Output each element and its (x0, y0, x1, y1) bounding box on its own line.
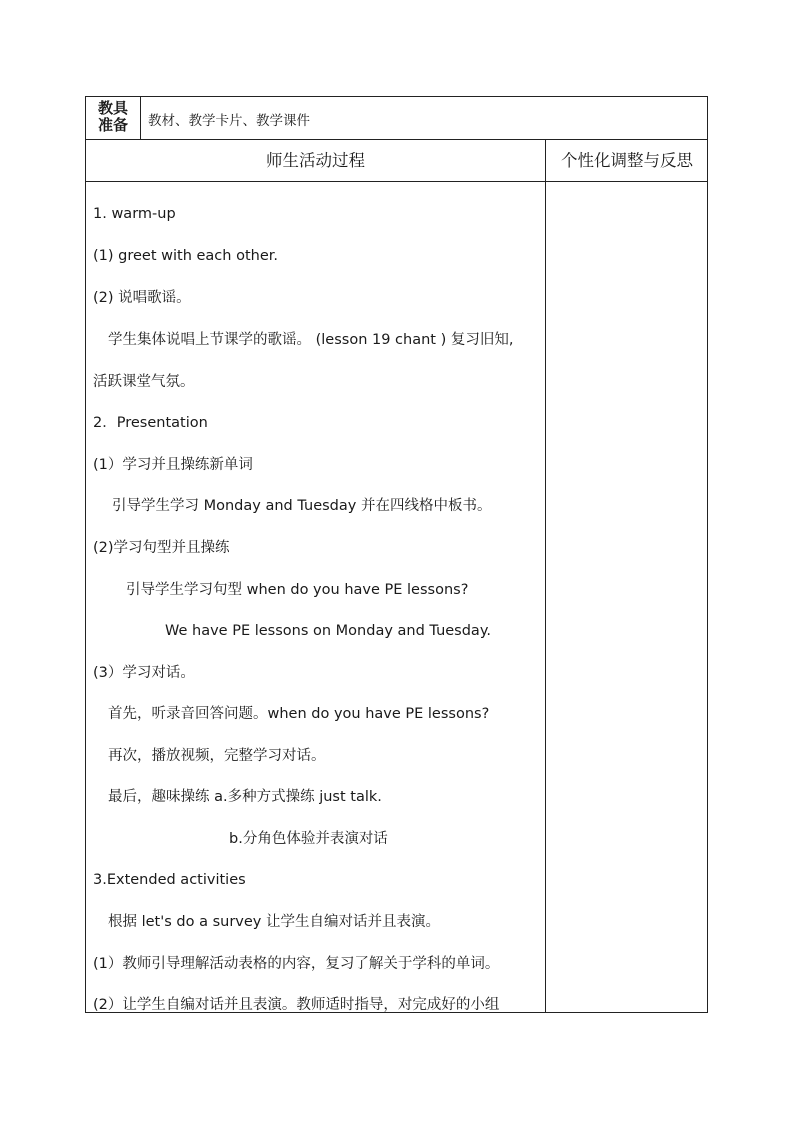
section-presentation: 2．Presentation (93, 415, 208, 431)
step-chant-detail-cont: 活跃课堂气氛。 (93, 374, 195, 390)
process-header: 师生活动过程 (266, 151, 365, 170)
step-survey-2: (2）让学生自编对话并且表演。教师适时指导，对完成好的小组 (93, 997, 500, 1013)
teaching-aids-label-line1: 教具 (97, 99, 128, 117)
reflection-header: 个性化调整与反思 (561, 151, 693, 170)
step-survey: 根据 let's do a survey 让学生自编对话并且表演。 (108, 914, 440, 930)
lesson-plan-table (85, 96, 708, 1013)
step-sentence-answer: We have PE lessons on Monday and Tuesday. (165, 623, 491, 639)
step-chant: (2) 说唱歌谣。 (93, 290, 191, 306)
step-dialogue-again: 再次，播放视频，完整学习对话。 (108, 748, 326, 764)
step-dialogue-first: 首先，听录音回答问题。when do you have PE lessons? (108, 706, 490, 722)
step-chant-detail: 学生集体说唱上节课学的歌谣。 (lesson 19 chant ) 复习旧知, (108, 332, 514, 348)
step-survey-1: (1）教师引导理解活动表格的内容，复习了解关于学科的单词。 (93, 956, 500, 972)
step-sentence-question: 引导学生学习句型 when do you have PE lessons? (126, 582, 469, 598)
step-dialogue-roleplay: b.分角色体验并表演对话 (229, 831, 388, 847)
teaching-aids-row (86, 97, 707, 140)
step-greet: (1) greet with each other. (93, 248, 278, 264)
step-dialogue-finally: 最后，趣味操练 a.多种方式操练 just talk. (108, 789, 382, 805)
teaching-aids-value: 教材、教学卡片、教学课件 (148, 113, 310, 129)
column-divider (545, 140, 546, 1013)
step-dialogue: (3）学习对话。 (93, 665, 195, 681)
step-new-words: (1）学习并且操练新单词 (93, 457, 253, 473)
header-row (86, 140, 707, 182)
step-new-words-detail: 引导学生学习 Monday and Tuesday 并在四线格中板书。 (112, 498, 492, 514)
step-sentence: (2)学习句型并且操练 (93, 540, 230, 556)
teaching-aids-label-line2: 准备 (97, 116, 128, 134)
section-extended: 3.Extended activities (93, 872, 246, 888)
section-warm-up: 1. warm-up (93, 206, 176, 222)
teaching-aids-label (86, 97, 141, 139)
